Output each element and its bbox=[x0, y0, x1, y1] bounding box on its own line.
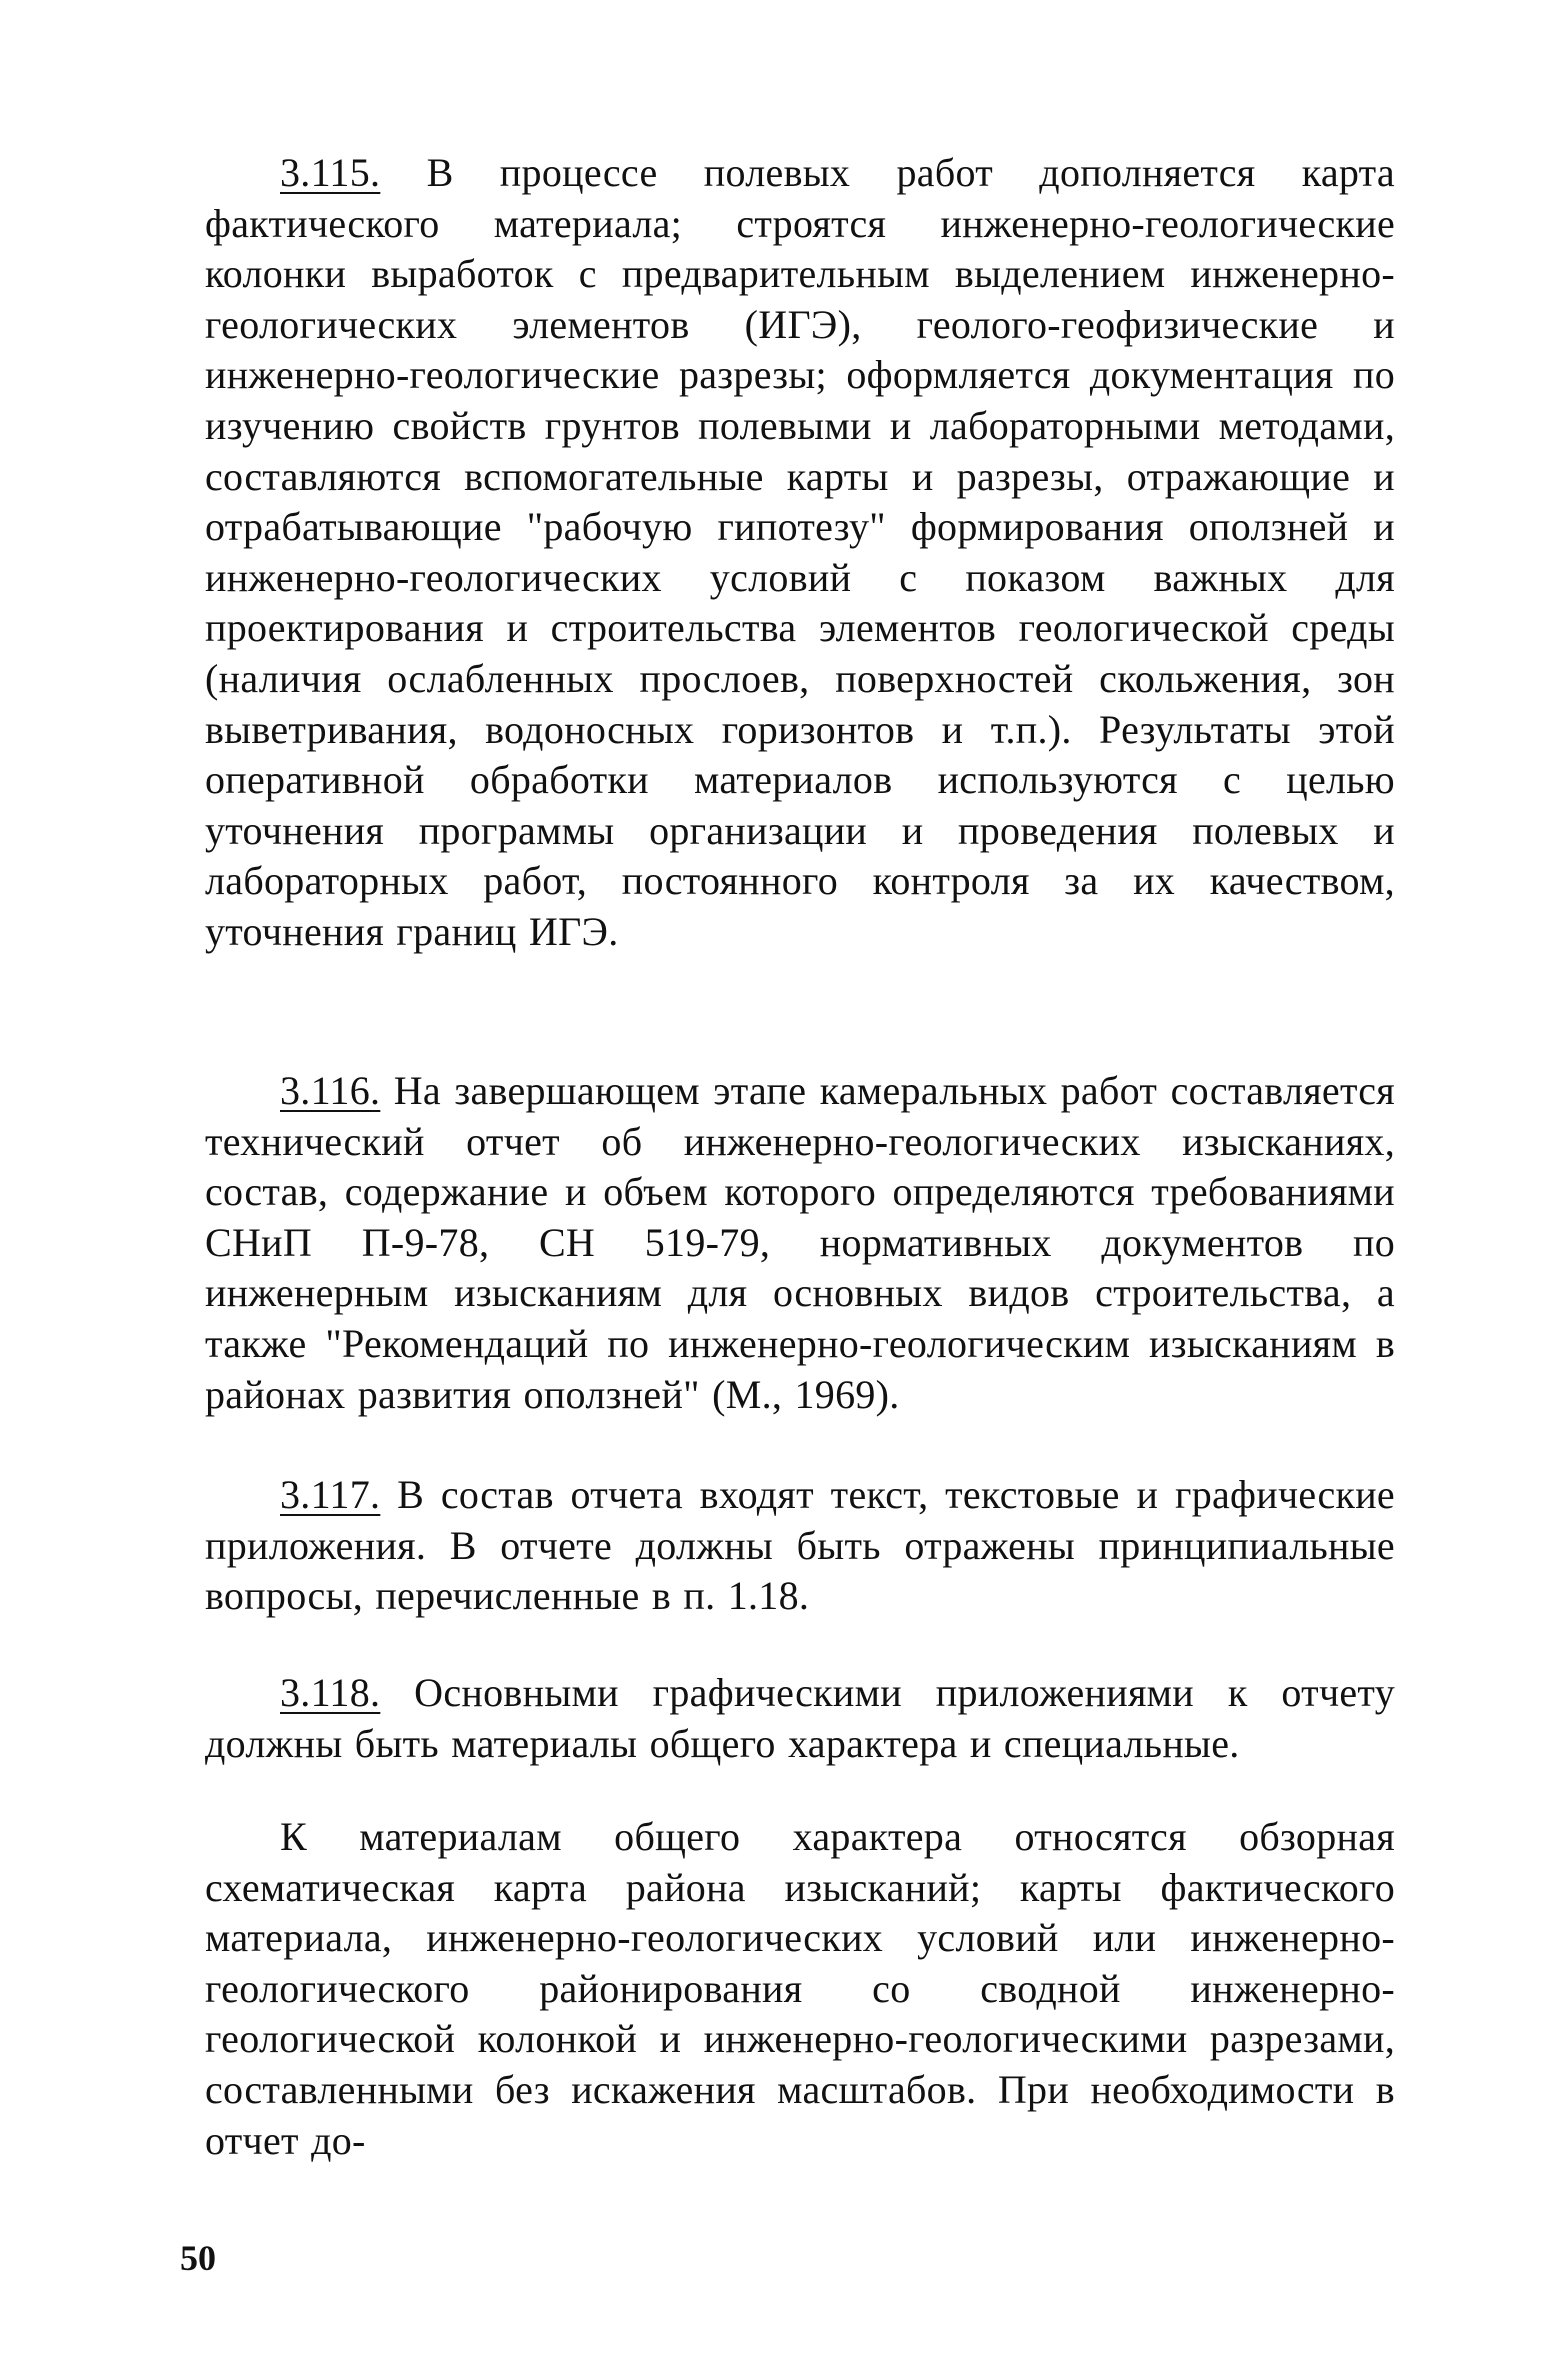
paragraph-number: 3.115. bbox=[280, 150, 381, 195]
paragraph-number: 3.118. bbox=[280, 1670, 381, 1715]
paragraph-3-115 bbox=[205, 148, 1395, 958]
paragraph-text: К материалам общего характера относятся обзорная схематическая карта района изысканий; карты фактического материала, инженерно-геологических условий или инженерно-геологического районирования со сводной инженерно-геологической колонкой и инженерно-геологическими разрезами, составленными без искажения масштабов. При необходимости в отчет до- bbox=[205, 1814, 1395, 2163]
paragraph-3-117 bbox=[205, 1470, 1395, 1622]
paragraph-text: На завершающем этапе камеральных работ составляется технический отчет об инженерно-геологических изысканиях, состав, содержание и объем которого определяются требованиями СНиП П-9-78, СН 519-79, нормативных документов по инженерным изысканиям для основных видов строительства, а также "Рекомендаций по инженерно-геологическим изысканиям в районах развития оползней" (М., 1969). bbox=[205, 1068, 1395, 1417]
page-number: 50 bbox=[180, 2238, 216, 2278]
paragraph-number: 3.116. bbox=[280, 1068, 381, 1113]
paragraph-3-118 bbox=[205, 1668, 1395, 1769]
paragraph-general-materials bbox=[205, 1812, 1395, 2166]
paragraph-text: В состав отчета входят текст, текстовые и графические приложения. В отчете должны быть отражены принципиальные вопросы, перечисленные в п. 1.18. bbox=[205, 1472, 1395, 1619]
paragraph-text: В процессе полевых работ дополняется карта фактического материала; строятся инженерно-геологические колонки выработок с предварительным выделением инженерно-геологических элементов (ИГЭ), геолого-геофизические и инженерно-геологические разрезы; оформляется документация по изучению свойств грунтов полевыми и лабораторными методами, составляются вспомогательные карты и разрезы, отражающие и отрабатывающие "рабочую гипотезу" формирования оползней и инженерно-геологических условий с показом важных для проектирования и строительства элементов геологической среды (наличия ослабленных прослоев, поверхностей скольжения, зон выветривания, водоносных горизонтов и т.п.). Результаты этой оперативной обработки материалов используются с целью уточнения программы организации и проведения полевых и лабораторных работ, постоянного контроля за их качеством, уточнения границ ИГЭ. bbox=[205, 150, 1395, 954]
paragraph-text: Основными графическими приложениями к отчету должны быть материалы общего характера и специальные. bbox=[205, 1670, 1395, 1766]
paragraph-number: 3.117. bbox=[280, 1472, 381, 1517]
paragraph-3-116 bbox=[205, 1066, 1395, 1420]
